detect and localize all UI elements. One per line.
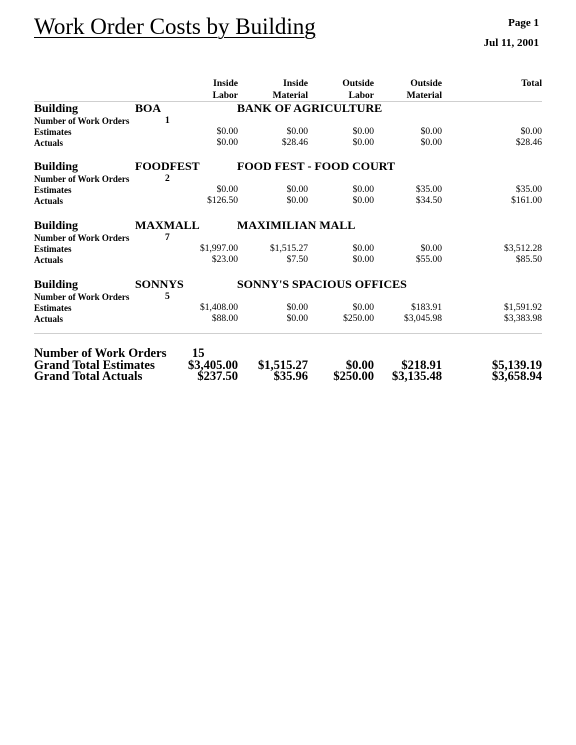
work-orders-label: Number of Work Orders <box>34 174 130 184</box>
building-code: BOA <box>135 101 162 115</box>
estimate-inside-labor: $1,997.00 <box>200 244 238 254</box>
column-header-outside-material: Outside Material <box>406 79 442 101</box>
grand-actual-inside-material: $35.96 <box>273 369 308 383</box>
estimate-inside-labor: $1,408.00 <box>200 303 238 313</box>
estimate-outside-labor: $0.00 <box>352 127 374 137</box>
estimate-inside-material: $0.00 <box>286 127 308 137</box>
building-code: FOODFEST <box>135 159 200 173</box>
building-code: SONNYS <box>135 277 184 291</box>
actual-inside-labor: $88.00 <box>211 314 238 324</box>
estimate-outside-labor: $0.00 <box>352 244 374 254</box>
estimate-total: $35.00 <box>515 185 542 195</box>
actual-inside-labor: $126.50 <box>207 196 238 206</box>
grand-estimate-inside-material: $1,515.27 <box>258 358 308 372</box>
estimate-inside-material: $0.00 <box>286 303 308 313</box>
actuals-label: Actuals <box>34 314 63 324</box>
grand-actual-inside-labor: $237.50 <box>197 369 238 383</box>
actual-inside-material: $28.46 <box>281 138 308 148</box>
work-orders-label: Number of Work Orders <box>34 116 130 126</box>
estimate-outside-labor: $0.00 <box>352 303 374 313</box>
estimate-inside-material: $1,515.27 <box>270 244 308 254</box>
building-name: SONNY'S SPACIOUS OFFICES <box>237 277 407 291</box>
actual-outside-material: $0.00 <box>420 138 442 148</box>
building-label: Building <box>34 218 79 232</box>
actual-outside-material: $34.50 <box>415 196 442 206</box>
grand-estimates-label: Grand Total Estimates <box>34 358 155 372</box>
grand-work-orders-count: 15 <box>192 346 205 360</box>
building-label: Building <box>34 159 79 173</box>
actual-total: $28.46 <box>515 138 542 148</box>
estimate-inside-labor: $0.00 <box>216 185 238 195</box>
actual-inside-labor: $23.00 <box>211 255 238 265</box>
estimate-outside-labor: $0.00 <box>352 185 374 195</box>
building-name: BANK OF AGRICULTURE <box>237 101 383 115</box>
work-orders-count: 7 <box>165 233 170 243</box>
estimate-outside-material: $183.91 <box>411 303 442 313</box>
column-header-outside-labor: Outside Labor <box>342 79 374 101</box>
estimate-total: $1,591.92 <box>504 303 542 313</box>
actual-outside-labor: $0.00 <box>352 196 374 206</box>
grand-estimate-outside-material: $218.91 <box>401 358 442 372</box>
grand-estimate-total: $5,139.19 <box>492 358 542 372</box>
column-header-total: Total <box>521 79 542 89</box>
estimates-label: Estimates <box>34 303 72 313</box>
building-code: MAXMALL <box>135 218 200 232</box>
estimate-total: $0.00 <box>520 127 542 137</box>
grand-actual-total: $3,658.94 <box>492 369 542 383</box>
grand-actual-outside-labor: $250.00 <box>333 369 374 383</box>
estimate-inside-material: $0.00 <box>286 185 308 195</box>
actuals-label: Actuals <box>34 196 63 206</box>
grand-estimate-inside-labor: $3,405.00 <box>188 358 238 372</box>
actual-outside-labor: $0.00 <box>352 255 374 265</box>
work-orders-count: 1 <box>165 116 170 126</box>
actuals-label: Actuals <box>34 255 63 265</box>
grand-work-orders-label: Number of Work Orders <box>34 346 167 360</box>
work-orders-count: 5 <box>165 292 170 302</box>
actual-total: $161.00 <box>511 196 542 206</box>
building-name: MAXIMILIAN MALL <box>237 218 356 232</box>
actuals-label: Actuals <box>34 138 63 148</box>
actual-total: $85.50 <box>515 255 542 265</box>
actual-outside-labor: $0.00 <box>352 138 374 148</box>
estimates-label: Estimates <box>34 127 72 137</box>
page-number: Page 1 <box>508 17 539 29</box>
work-orders-label: Number of Work Orders <box>34 292 130 302</box>
estimate-outside-material: $0.00 <box>420 127 442 137</box>
grand-actual-outside-material: $3,135.48 <box>392 369 442 383</box>
actual-outside-labor: $250.00 <box>343 314 374 324</box>
work-orders-count: 2 <box>165 174 170 184</box>
building-name: FOOD FEST - FOOD COURT <box>237 159 396 173</box>
actual-outside-material: $55.00 <box>415 255 442 265</box>
actual-inside-labor: $0.00 <box>216 138 238 148</box>
column-header-inside-labor: Inside Labor <box>212 79 238 101</box>
actual-inside-material: $0.00 <box>286 196 308 206</box>
grand-estimate-outside-labor: $0.00 <box>345 358 374 372</box>
column-header-inside-material: Inside Material <box>272 79 308 101</box>
estimates-label: Estimates <box>34 185 72 195</box>
totals-divider <box>34 333 542 334</box>
report-title: Work Order Costs by Building <box>34 14 316 39</box>
work-orders-label: Number of Work Orders <box>34 233 130 243</box>
building-label: Building <box>34 277 79 291</box>
estimate-outside-material: $0.00 <box>420 244 442 254</box>
estimate-inside-labor: $0.00 <box>216 127 238 137</box>
estimate-total: $3,512.28 <box>504 244 542 254</box>
estimate-outside-material: $35.00 <box>415 185 442 195</box>
actual-inside-material: $7.50 <box>286 255 308 265</box>
actual-total: $3,383.98 <box>504 314 542 324</box>
actual-outside-material: $3,045.98 <box>404 314 442 324</box>
report-date: Jul 11, 2001 <box>483 37 539 49</box>
estimates-label: Estimates <box>34 244 72 254</box>
grand-actuals-label: Grand Total Actuals <box>34 369 143 383</box>
actual-inside-material: $0.00 <box>286 314 308 324</box>
building-label: Building <box>34 101 79 115</box>
